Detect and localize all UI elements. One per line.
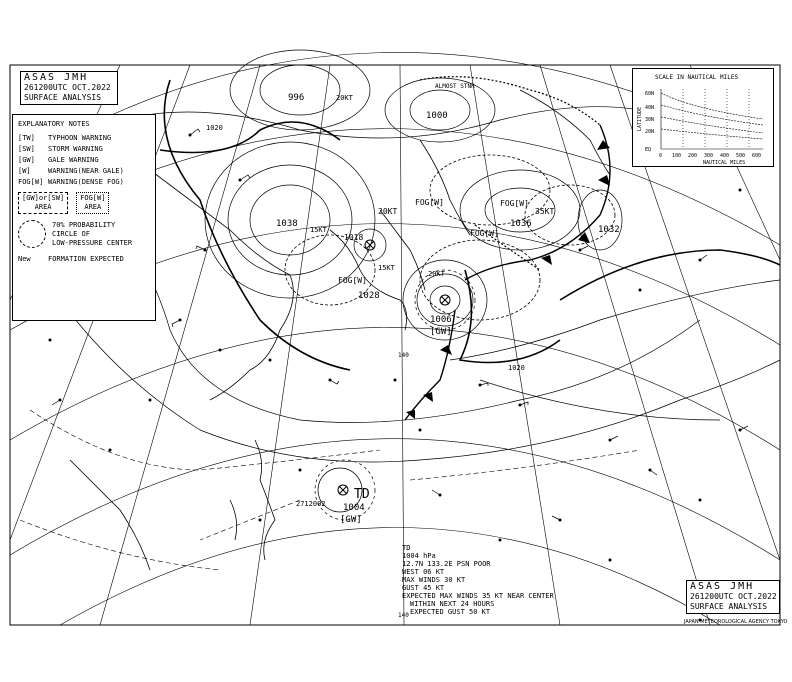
lat-tick: 20N [645, 129, 655, 135]
new-legend [18, 254, 150, 265]
x-tick: 200 [688, 153, 698, 159]
td-gw-label: [GW] [340, 515, 362, 525]
gw-sw-area-swatch [18, 192, 68, 214]
lat-tick: 30N [645, 117, 655, 123]
td-info-l8: WITHIN NEXT 24 HOURS [410, 600, 495, 608]
iso-1020-label-b: 1020 [508, 364, 525, 372]
kt20-label: 20KT [378, 207, 398, 216]
high-1032-label: 1032 [598, 225, 620, 235]
kt20b-label: 20KT [428, 270, 445, 278]
title-top-line2: 261200UTC OCT.2022 [24, 83, 111, 92]
td-info-l7: EXPECTED MAX WINDS 35 KT NEAR CENTER [402, 592, 554, 600]
title-box-top [20, 71, 118, 105]
lat-tick: 40N [645, 105, 655, 111]
high-1038-label: 1038 [276, 219, 298, 229]
note-text: STORM WARNING [48, 145, 103, 153]
note-text: TYPHOON WARNING [48, 134, 112, 142]
note-code: [SW] [18, 145, 35, 153]
td-info-l3: 12.7N 133.2E PSN POOR [402, 560, 491, 568]
td-info-l2: 1004 hPa [402, 552, 436, 560]
fog-label-2: FOG[W] [470, 229, 499, 238]
note-code: [GW] [18, 156, 35, 164]
probability-circle-icon [18, 220, 46, 248]
note-text: WARNING(NEAR GALE) [48, 167, 124, 175]
scale-ylabel: LATITUDE [637, 106, 643, 131]
x-tick: 400 [720, 153, 730, 159]
fog-label-1: FOG[W] [415, 198, 444, 207]
td-info-l9: EXPECTED GUST 50 KT [410, 608, 491, 616]
note-item [18, 155, 150, 166]
gw-sw-area-sub: AREA [34, 203, 52, 211]
fog-area-label: FOG[W] [80, 194, 106, 202]
td-info-l6: GUST 45 KT [402, 584, 445, 592]
lon-140b-label: 140 [398, 612, 409, 619]
lat-tick: 60N [645, 91, 655, 97]
prob-line3: LOW-PRESSURE CENTER [52, 238, 133, 247]
td-label: TD [354, 487, 370, 502]
low-1006-gw-label: [GW] [430, 327, 452, 337]
note-code: [TW] [18, 134, 35, 142]
fog-label-3: FOG[W] [338, 276, 367, 285]
td-pressure-label: 1004 [343, 503, 365, 513]
low-1006-label: 1006 [430, 315, 452, 325]
kt15-label: 15KT [310, 226, 327, 234]
title-bottom-line3: SURFACE ANALYSIS [690, 602, 768, 611]
forecast-date-label: 2712002 [296, 500, 326, 508]
new-label: New [18, 255, 31, 263]
note-text: GALE WARNING [48, 156, 99, 164]
td-info-l5: MAX WINDS 30 KT [402, 576, 466, 584]
scale-graph [633, 69, 773, 166]
scale-title: SCALE IN NAUTICAL MILES [655, 74, 739, 81]
lat-tick: EQ [645, 147, 652, 153]
note-item [18, 177, 150, 188]
note-item [18, 144, 150, 155]
title-bottom-line1: ASAS JMH [690, 581, 755, 592]
low-1018-label: 1018 [344, 233, 364, 242]
low-1000-label: 1000 [426, 111, 448, 121]
new-text: FORMATION EXPECTED [48, 255, 124, 263]
x-tick: 600 [752, 153, 762, 159]
explanatory-notes [12, 114, 156, 321]
note-item [18, 166, 150, 177]
x-tick: 100 [672, 153, 682, 159]
kt15b-label: 15KT [378, 264, 395, 272]
kt35-label: 35KT [535, 207, 555, 216]
note-text: WARNING(DENSE FOG) [48, 178, 124, 186]
low-996-label: 996 [288, 93, 305, 103]
title-box-bottom [686, 580, 780, 614]
gw-sw-area-label: [GW]or[SW] [22, 194, 65, 202]
kt20c-label: 20KT [336, 94, 353, 102]
probability-legend [18, 220, 150, 248]
iso-1020-label-a: 1020 [206, 124, 223, 132]
td-info-l1: TD [402, 544, 411, 552]
almost-stnr-label: ALMOST STNR [435, 83, 475, 90]
title-top-line3: SURFACE ANALYSIS [24, 93, 102, 102]
area-legend [18, 192, 150, 214]
notes-heading: EXPLANATORY NOTES [18, 120, 90, 128]
agency-footer: JAPAN METEOROLOGICAL AGENCY TOKYO [684, 619, 788, 625]
title-bottom-line2: 261200UTC OCT.2022 [690, 592, 777, 601]
note-item [18, 133, 150, 144]
scale-xlabel: NAUTICAL MILES [703, 160, 746, 166]
note-code: [W] [18, 167, 31, 175]
scale-box [632, 68, 774, 167]
high-1036-label: 1036 [510, 219, 532, 229]
fog-area-swatch [76, 192, 109, 214]
lon-140-label: 140 [398, 352, 409, 359]
x-tick: 0 [659, 153, 663, 159]
prob-line1: 70% PROBABILITY [52, 220, 116, 229]
x-tick: 300 [704, 153, 714, 159]
high-1028-label: 1028 [358, 291, 380, 301]
note-code: FOG[W] [18, 178, 44, 186]
prob-line2: CIRCLE OF [52, 229, 90, 238]
x-tick: 500 [736, 153, 746, 159]
title-top-line1: ASAS JMH [24, 72, 89, 83]
fog-area-sub: AREA [84, 203, 102, 211]
td-info-l4: WEST 06 KT [402, 568, 445, 576]
fog-label-4: FOG[W] [500, 199, 529, 208]
